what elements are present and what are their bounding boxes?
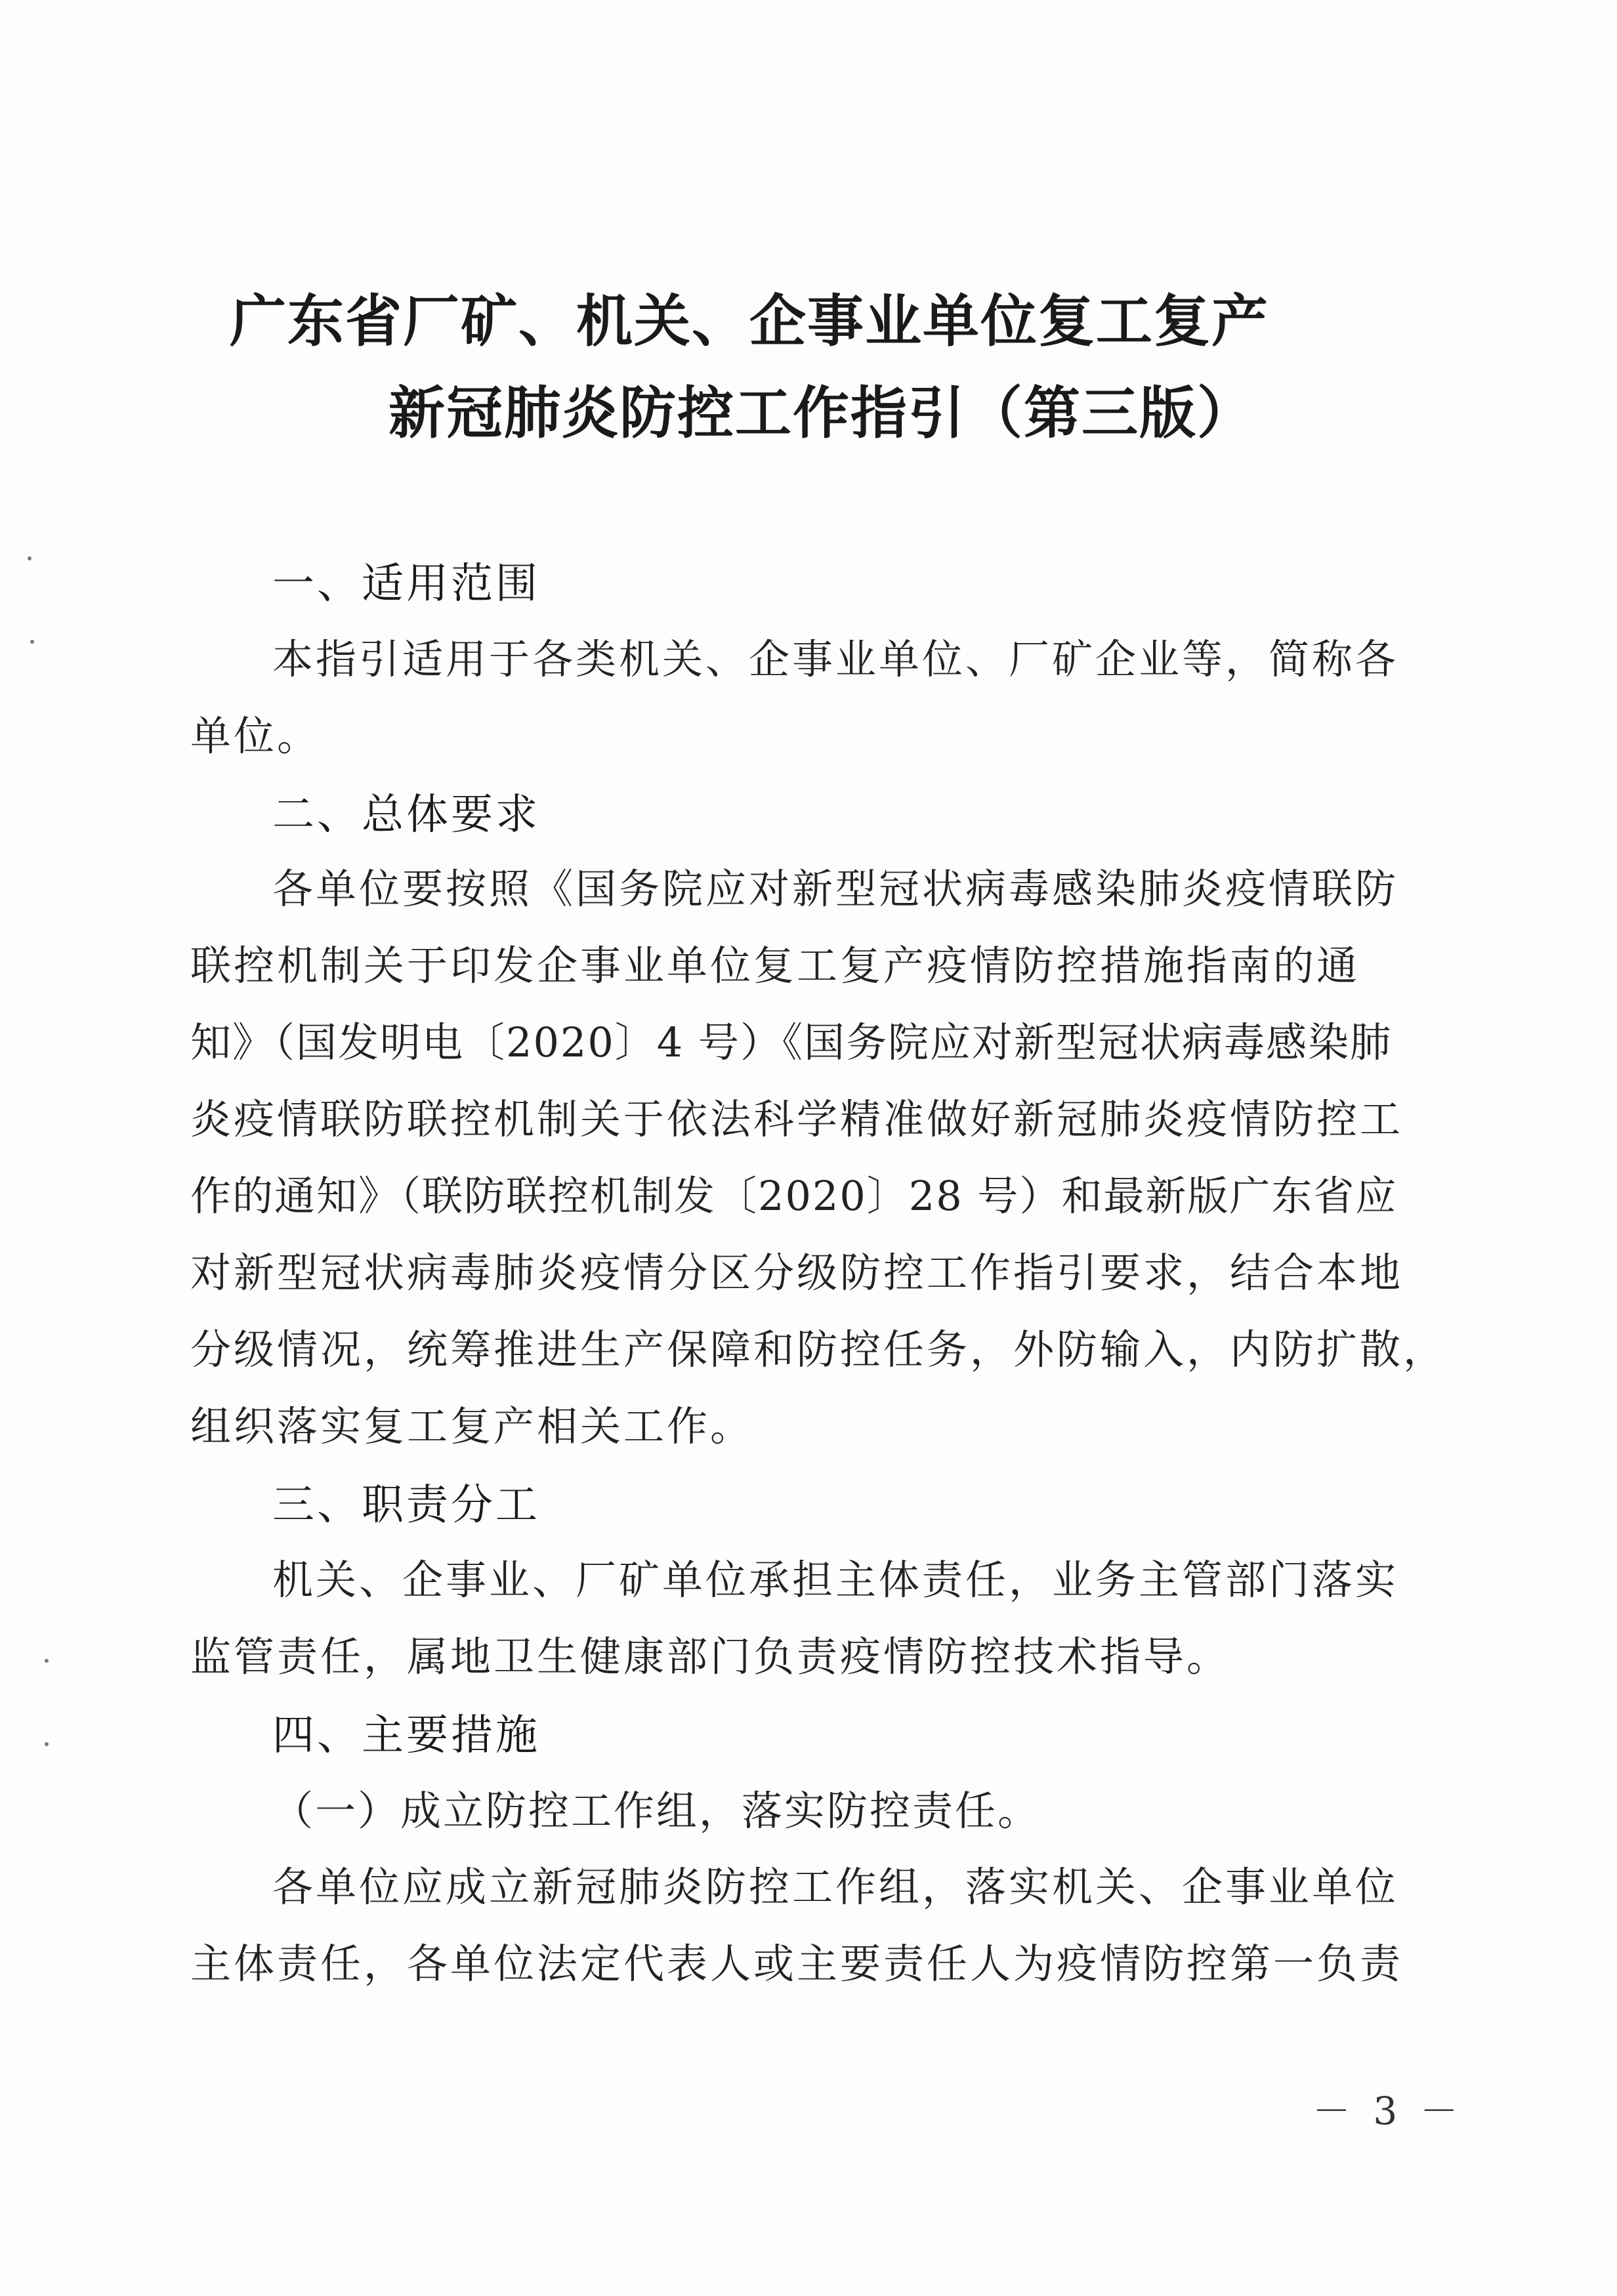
- section-heading-main-measures: 四、主要措施: [272, 1711, 540, 1760]
- paragraph-line: 机关、企事业、厂矿单位承担主体责任，业务主管部门落实: [272, 1556, 1399, 1604]
- paragraph-line: 本指引适用于各类机关、企事业单位、厂矿企业等，简称各: [272, 635, 1399, 683]
- section-heading-responsibilities: 三、职责分工: [272, 1481, 540, 1530]
- paragraph-line: 监管责任，属地卫生健康部门负责疫情防控技术指导。: [190, 1633, 1230, 1680]
- subsection-heading: （一）成立防控工作组，落实防控责任。: [272, 1787, 1041, 1835]
- document-title-line-1: 广东省厂矿、机关、企事业单位复工复产: [230, 288, 1269, 354]
- scan-speck: [30, 640, 34, 644]
- section-heading-scope: 一、适用范围: [272, 560, 540, 608]
- paragraph-line: 主体责任，各单位法定代表人或主要责任人为疫情防控第一负责: [190, 1940, 1404, 1988]
- paragraph-line: 各单位应成立新冠肺炎防控工作组，落实机关、企事业单位: [272, 1863, 1399, 1911]
- scan-speck: [45, 1659, 49, 1663]
- scan-speck: [45, 1742, 49, 1746]
- paragraph-line: 分级情况，统筹推进生产保障和防控任务，外防输入，内防扩散，: [190, 1325, 1447, 1373]
- paragraph-line: 知》（国发明电〔2020〕4 号）《国务院应对新型冠状病毒感染肺: [190, 1018, 1392, 1066]
- paragraph-line: 单位。: [190, 712, 321, 760]
- paragraph-line: 组织落实复工复产相关工作。: [190, 1402, 754, 1450]
- paragraph-line: 联控机制关于印发企事业单位复工复产疫情防控措施指南的通: [190, 942, 1360, 990]
- scan-speck: [28, 556, 32, 560]
- paragraph-line: 各单位要按照《国务院应对新型冠状病毒感染肺炎疫情联防: [272, 865, 1399, 913]
- paragraph-line: 作的通知》（联防联控机制发〔2020〕28 号）和最新版广东省应: [190, 1172, 1398, 1220]
- section-heading-general-requirements: 二、总体要求: [272, 791, 540, 839]
- page-number: － 3 －: [1312, 2089, 1463, 2133]
- paragraph-line: 炎疫情联防联控机制关于依法科学精准做好新冠肺炎疫情防控工: [190, 1095, 1404, 1143]
- paragraph-line: 对新型冠状病毒肺炎疫情分区分级防控工作指引要求，结合本地: [190, 1249, 1404, 1297]
- document-title-line-2: 新冠肺炎防控工作指引（第三版）: [388, 380, 1255, 446]
